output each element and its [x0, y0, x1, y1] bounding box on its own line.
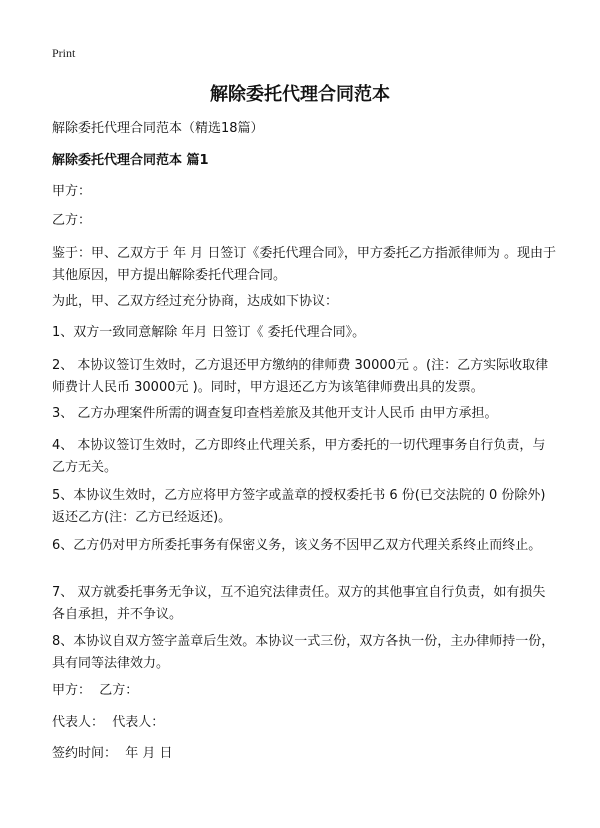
intro-paragraph: 为此，甲、乙双方经过充分协商，达成如下协议： — [52, 294, 339, 309]
clause-8: 8、本协议自双方签字盖章后生效。本协议一式三份，双方各执一份，主办律师持一份，具有同等法律效力。 — [52, 634, 555, 671]
clause-2: 2、 本协议签订生效时，乙方退还甲方缴纳的律师费 30000元 。(注：乙方实际收取律师费计人民币 30000元 )。同时，甲方退还乙方为该笔律师费出具的发票。 — [52, 358, 549, 395]
clause-1: 1、双方一致同意解除 年月 日签订《 委托代理合同》。 — [52, 325, 366, 340]
party-b-line: 乙方： — [52, 213, 92, 228]
signature-parties: 甲方： 乙方： — [52, 683, 139, 698]
party-a-line: 甲方： — [52, 184, 92, 199]
recital-paragraph: 鉴于：甲、乙双方于 年 月 日签订《委托代理合同》，甲方委托乙方指派律师为 。现由于其他原因，甲方提出解除委托代理合同。 — [52, 246, 557, 283]
signature-representatives: 代表人： 代表人： — [52, 715, 165, 730]
clause-7: 7、 双方就委托事务无争议，互不追究法律责任。双方的其他事宜自行负责，如有损失各自承担，并不争议。 — [52, 585, 546, 622]
signature-date: 签约时间： 年 月 日 — [52, 746, 173, 761]
clause-5: 5、本协议生效时，乙方应将甲方签字或盖章的授权委托书 6 份(已交法院的 0 份除外)返还乙方(注：乙方已经返还)。 — [52, 488, 546, 525]
clause-4: 4、 本协议签订生效时，乙方即终止代理关系，甲方委托的一切代理事务自行负责，与乙方无关。 — [52, 438, 546, 475]
print-link[interactable]: Print — [52, 46, 76, 60]
section-heading: 解除委托代理合同范本 篇1 — [52, 153, 209, 168]
subtitle: 解除委托代理合同范本（精选18篇） — [52, 121, 264, 136]
clause-3: 3、 乙方办理案件所需的调查复印查档差旅及其他开支计人民币 由甲方承担。 — [52, 406, 498, 421]
clause-6: 6、乙方仍对甲方所委托事务有保密义务，该义务不因甲乙双方代理关系终止而终止。 — [52, 538, 542, 553]
document-title: 解除委托代理合同范本 — [210, 84, 390, 105]
